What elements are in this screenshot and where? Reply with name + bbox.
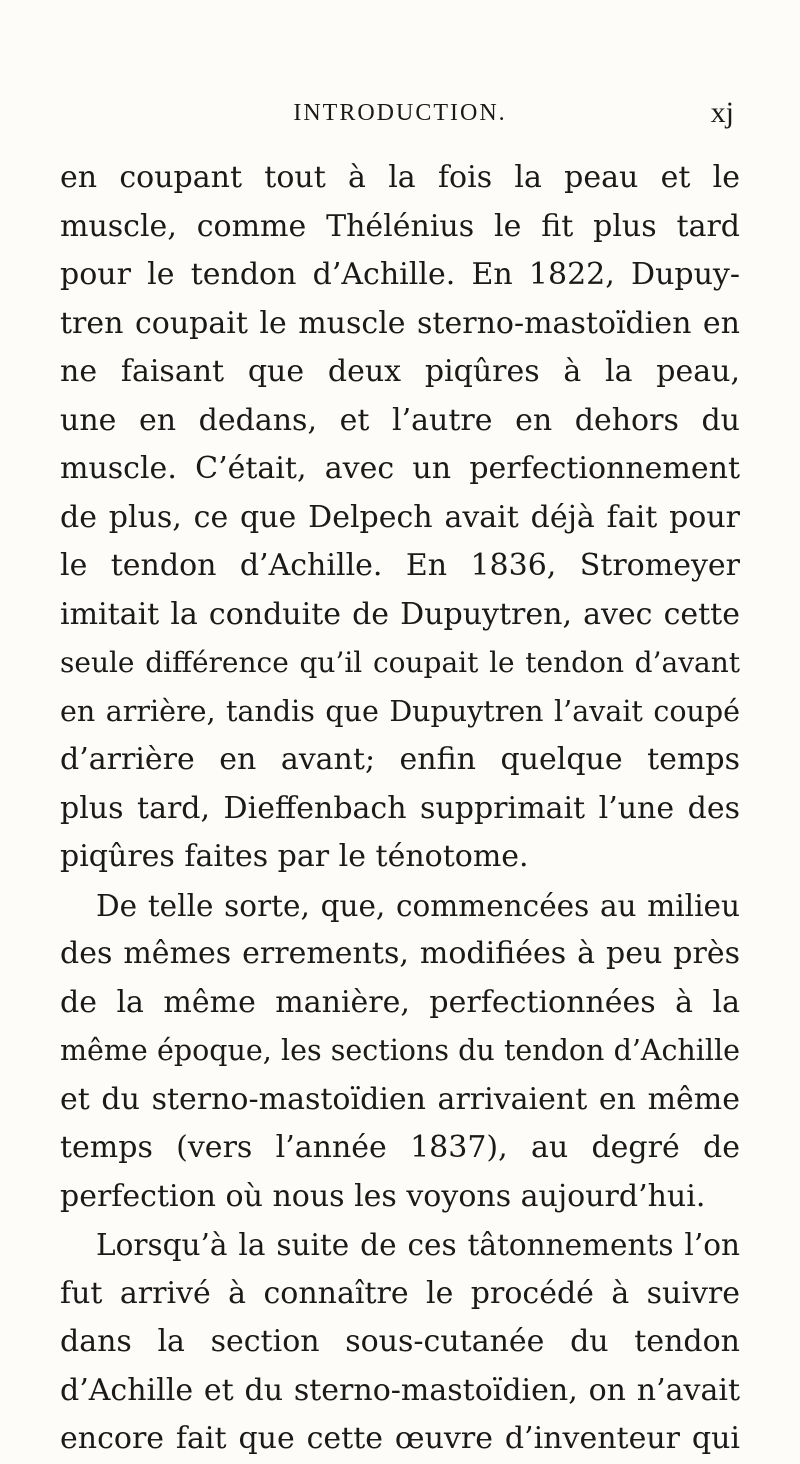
text-line: ne faisant que deux piqûres à la peau, — [60, 354, 740, 389]
text-line: une en dedans, et l’autre en dehors du — [60, 402, 740, 438]
text-line: muscle. C’était, avec un perfectionnement — [60, 451, 740, 486]
text-line: muscle, comme Thélénius le fit plus tard — [60, 208, 740, 244]
text-line: de plus, ce que Delpech avait déjà fait pour — [60, 499, 740, 535]
text-line: encore fait que cette œuvre d’inventeur qui — [60, 1421, 740, 1456]
text-line: et du sterno-mastoïdien arrivaient en même — [60, 1081, 740, 1117]
text-line: des mêmes errements, modifiées à peu près — [60, 936, 740, 971]
page-number: xj — [710, 96, 734, 129]
text-line: même époque, les sections du tendon d’Achille — [60, 1034, 740, 1067]
text-line: en coupant tout à la fois la peau et le — [60, 160, 740, 195]
body-text — [60, 154, 740, 1464]
text-line: de la même manière, perfectionnées à la — [60, 984, 740, 1020]
text-line: imitait la conduite de Dupuytren, avec cette — [60, 596, 740, 632]
text-line: piqûres faites par le ténotome. — [60, 839, 529, 874]
text-line: Lorsqu’à la suite de ces tâtonnements l’on — [96, 1228, 740, 1262]
text-line: le tendon d’Achille. En 1836, Stromeyer — [60, 548, 740, 583]
text-line: seule différence qu’il coupait le tendon d’avant — [60, 646, 740, 679]
text-line: temps (vers l’année 1837), au degré de — [60, 1130, 740, 1165]
running-head — [60, 92, 740, 132]
text-line: en arrière, tandis que Dupuytren l’avait coupé — [60, 694, 740, 728]
text-line: dans la section sous-cutanée du tendon — [60, 1324, 740, 1359]
text-line: De telle sorte, que, commencées au milieu — [96, 888, 740, 923]
running-title: INTRODUCTION. — [293, 100, 507, 126]
text-line: d’arrière en avant; enfin quelque temps — [60, 742, 740, 777]
text-line: tren coupait le muscle sterno-mastoïdien en — [60, 305, 740, 341]
text-line: d’Achille et du sterno-mastoïdien, on n’avait — [60, 1372, 740, 1408]
text-line: plus tard, Dieffenbach supprimait l’une des — [60, 790, 740, 826]
text-line: fut arrivé à connaître le procédé à suivre — [60, 1275, 740, 1311]
text-line: pour le tendon d’Achille. En 1822, Dupuy- — [60, 257, 740, 292]
text-line: perfection où nous les voyons aujourd’hui. — [60, 1178, 706, 1214]
